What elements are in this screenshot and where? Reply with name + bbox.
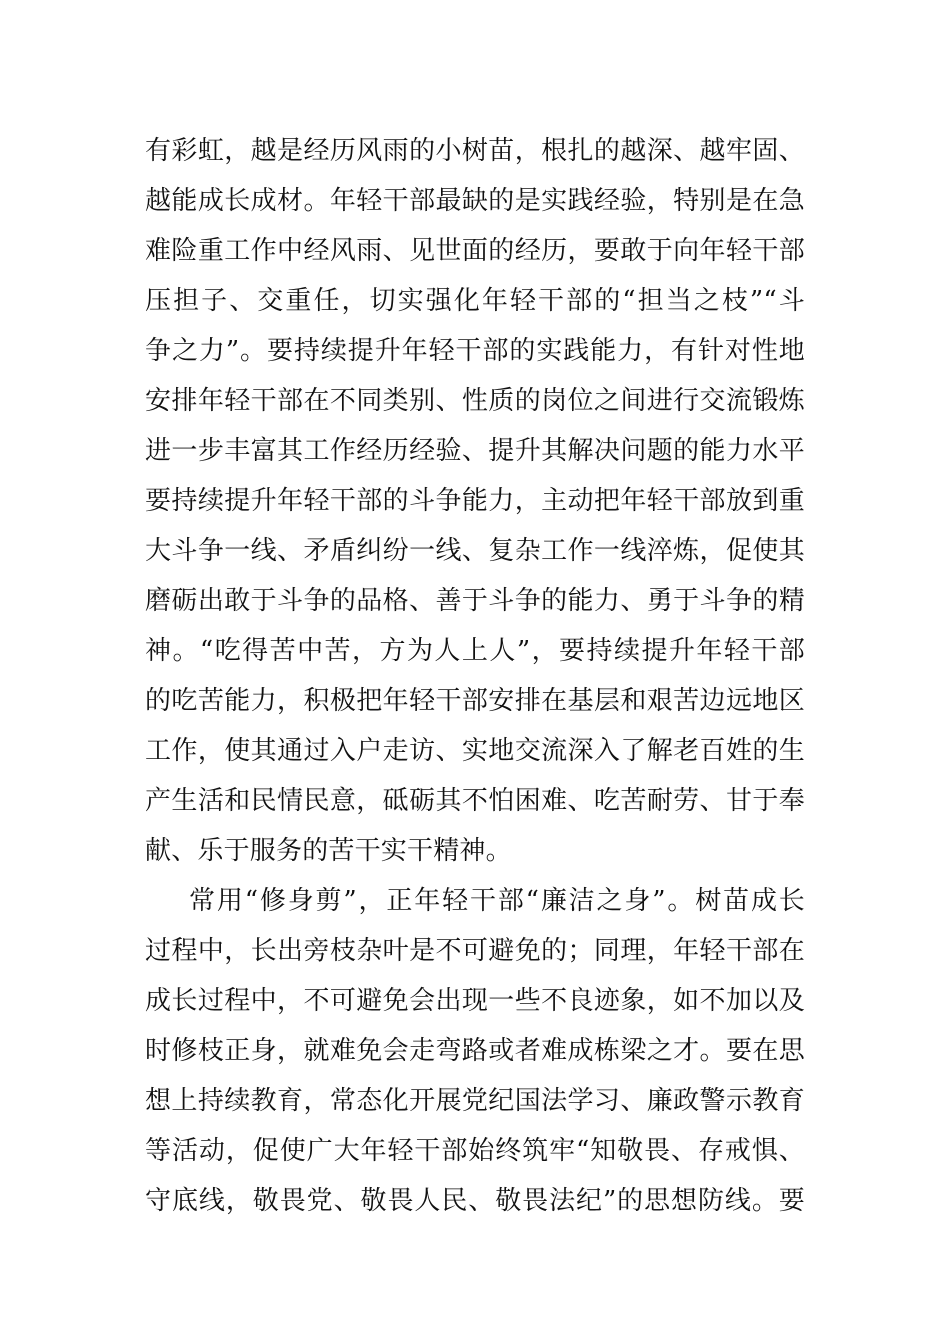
text-line: 安排年轻干部在不同类别、性质的岗位之间进行交流锻炼	[145, 386, 805, 416]
text-line: 有彩虹，越是经历风雨的小树苗，根扎的越深、越牢固、	[145, 136, 805, 166]
body-text	[145, 126, 805, 1226]
text-line: 越能成长成材。年轻干部最缺的是实践经验，特别是在急	[145, 186, 805, 216]
text-line: 产生活和民情民意，砥砺其不怕困难、吃苦耐劳、甘于奉	[145, 786, 805, 816]
text-line: 神。“吃得苦中苦，方为人上人”，要持续提升年轻干部	[145, 636, 805, 666]
text-line: 进一步丰富其工作经历经验、提升其解决问题的能力水平	[145, 436, 805, 466]
text-line: 难险重工作中经风雨、见世面的经历，要敢于向年轻干部	[145, 236, 805, 266]
text-line: 成长过程中，不可避免会出现一些不良迹象，如不加以及	[145, 986, 805, 1016]
paragraph-1	[145, 126, 805, 876]
text-line: 等活动，促使广大年轻干部始终筑牢“知敬畏、存戒惧、	[145, 1136, 805, 1166]
paragraph-2	[145, 876, 805, 1226]
text-line: 磨砺出敢于斗争的品格、善于斗争的能力、勇于斗争的精	[145, 586, 805, 616]
text-line: 常用“修身剪”，正年轻干部“廉洁之身”。树苗成长	[189, 886, 805, 916]
text-line: 守底线，敬畏党、敬畏人民、敬畏法纪”的思想防线。要	[145, 1186, 805, 1216]
text-line: 时修枝正身，就难免会走弯路或者难成栋梁之才。要在思	[145, 1036, 805, 1066]
text-line: 压担子、交重任，切实强化年轻干部的“担当之枝”“斗	[145, 286, 805, 316]
text-line: 争之力”。要持续提升年轻干部的实践能力，有针对性地	[145, 336, 805, 366]
text-line: 过程中，长出旁枝杂叶是不可避免的；同理，年轻干部在	[145, 936, 805, 966]
text-line: 想上持续教育，常态化开展党纪国法学习、廉政警示教育	[145, 1086, 805, 1116]
text-line: 的吃苦能力，积极把年轻干部安排在基层和艰苦边远地区	[145, 686, 805, 716]
text-line: 献、乐于服务的苦干实干精神。	[145, 836, 512, 866]
text-line: 要持续提升年轻干部的斗争能力，主动把年轻干部放到重	[145, 486, 805, 516]
text-line: 大斗争一线、矛盾纠纷一线、复杂工作一线淬炼，促使其	[145, 536, 805, 566]
text-line: 工作，使其通过入户走访、实地交流深入了解老百姓的生	[145, 736, 805, 766]
